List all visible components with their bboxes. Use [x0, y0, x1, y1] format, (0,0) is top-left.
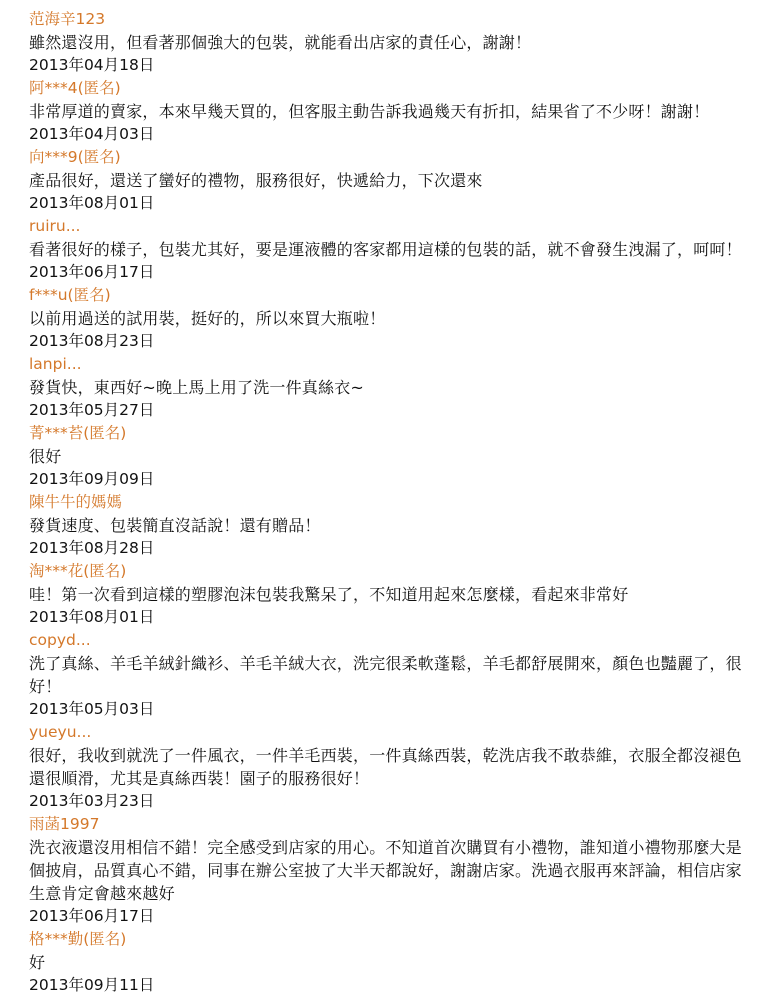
review-date: 2013年08月23日	[29, 332, 155, 350]
review-item	[29, 813, 756, 928]
review-date: 2013年09月11日	[29, 976, 155, 994]
review-comment: 看著很好的樣子，包裝尤其好，要是運液體的客家都用這樣的包裝的話，就不會發生洩漏了，呵呵！	[29, 240, 742, 259]
reviewer-name: 阿***4(匿名)	[29, 79, 121, 97]
review-item	[29, 353, 756, 422]
reviewer-name: lanpi...	[29, 355, 82, 373]
review-comment: 洗了真絲、羊毛羊絨針織衫、羊毛羊絨大衣，洗完很柔軟蓬鬆，羊毛都舒展開來，顏色也豔麗了，很好！	[29, 654, 742, 696]
reviewer-name: copyd...	[29, 631, 91, 649]
review-date: 2013年04月18日	[29, 56, 155, 74]
review-item	[29, 8, 756, 77]
review-comment: 以前用過送的試用裝，挺好的，所以來買大瓶啦！	[29, 309, 386, 328]
review-item	[29, 284, 756, 353]
review-item	[29, 491, 756, 560]
review-date: 2013年06月17日	[29, 263, 155, 281]
review-item	[29, 928, 756, 997]
review-comment: 發貨快，東西好~晚上馬上用了洗一件真絲衣~	[29, 378, 365, 397]
review-comment: 發貨速度、包裝簡直沒話說！還有贈品！	[29, 516, 321, 535]
review-date: 2013年05月03日	[29, 700, 155, 718]
review-comment: 好	[29, 953, 46, 972]
review-item	[29, 422, 756, 491]
review-comment: 洗衣液還沒用相信不錯！完全感受到店家的用心。不知道首次購買有小禮物，誰知道小禮物那麼大是個披肩，品質真心不錯，同事在辦公室披了大半天都說好，謝謝店家。洗過衣服再來評論，相信店家生意肯定會越來越好	[29, 838, 742, 903]
reviewer-name: 菁***苔(匿名)	[29, 424, 127, 442]
reviewer-name: 淘***花(匿名)	[29, 562, 127, 580]
reviewer-name: yueyu...	[29, 723, 92, 741]
review-date: 2013年08月01日	[29, 194, 155, 212]
review-date: 2013年03月23日	[29, 792, 155, 810]
review-date: 2013年08月28日	[29, 539, 155, 557]
review-item	[29, 629, 756, 721]
review-item	[29, 146, 756, 215]
reviewer-name: 格***勤(匿名)	[29, 930, 127, 948]
review-comment: 哇！第一次看到這樣的塑膠泡沫包裝我驚呆了，不知道用起來怎麼樣，看起來非常好	[29, 585, 629, 604]
review-comment: 產品很好，還送了蠻好的禮物，服務很好，快遞給力，下次還來	[29, 171, 483, 190]
review-comment: 很好，我收到就洗了一件風衣，一件羊毛西裝，一件真絲西裝，乾洗店我不敢恭維，衣服全都沒褪色還很順滑，尤其是真絲西裝！園子的服務很好！	[29, 746, 742, 788]
review-date: 2013年09月09日	[29, 470, 155, 488]
reviewer-name: ruiru...	[29, 217, 81, 235]
review-item	[29, 77, 756, 146]
review-date: 2013年04月03日	[29, 125, 155, 143]
reviewer-name: f***u(匿名)	[29, 286, 111, 304]
reviewer-name: 陳牛牛的媽媽	[29, 493, 123, 511]
review-item	[29, 721, 756, 813]
review-comment: 很好	[29, 447, 62, 466]
reviewer-name: 范海辛123	[29, 10, 106, 28]
review-comment: 雖然還沒用，但看著那個強大的包裝，就能看出店家的責任心，謝謝！	[29, 33, 532, 52]
reviewer-name: 雨菡1997	[29, 815, 100, 833]
review-item	[29, 215, 756, 284]
review-item	[29, 560, 756, 629]
review-date: 2013年05月27日	[29, 401, 155, 419]
review-date: 2013年06月17日	[29, 907, 155, 925]
review-date: 2013年08月01日	[29, 608, 155, 626]
review-comment: 非常厚道的賣家，本來早幾天買的，但客服主動告訴我過幾天有折扣，結果省了不少呀！謝謝！	[29, 102, 710, 121]
reviewer-name: 向***9(匿名)	[29, 148, 121, 166]
